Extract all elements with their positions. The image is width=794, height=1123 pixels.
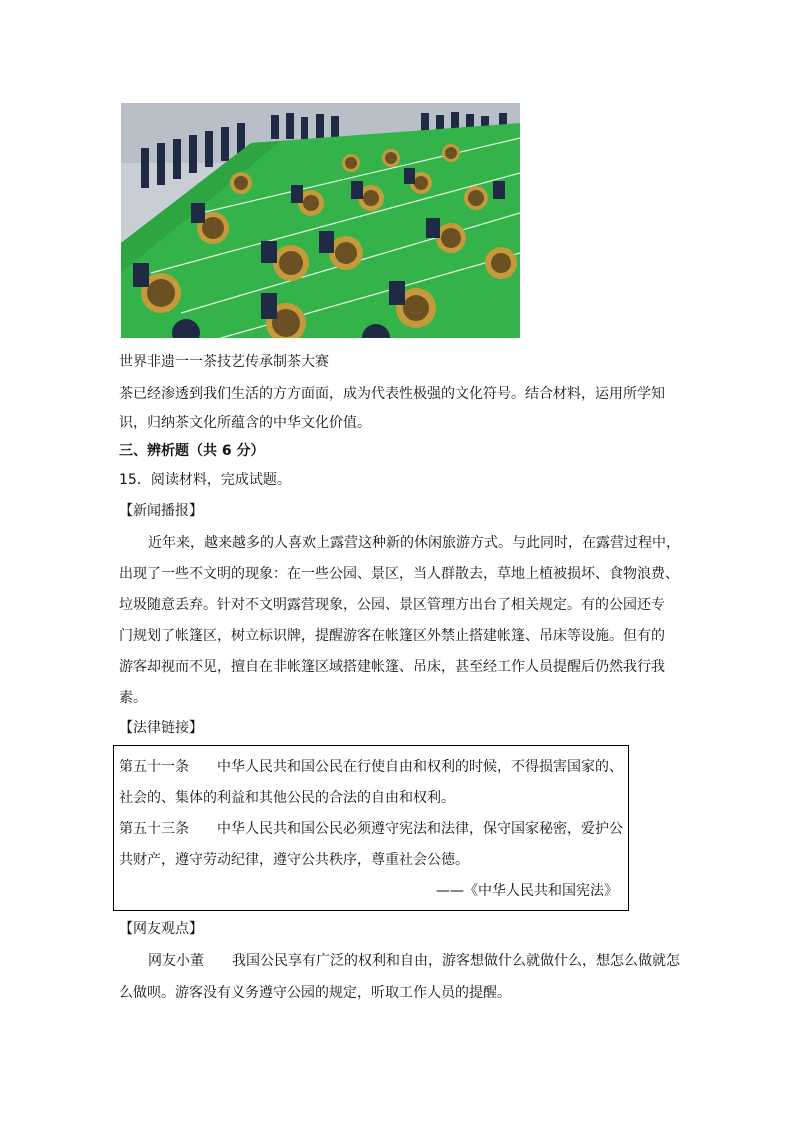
news-line: 近年来，越来越多的人喜欢上露营这种新的休闲旅游方式。与此同时，在露营过程中， [148,535,680,551]
news-line: 游客却视而不见，擅自在非帐篷区域搭建帐篷、吊床，甚至经工作人员提醒后仍然我行我 [119,659,665,675]
law-line: 社会的、集体的利益和其他公民的合法的自由和权利。 [119,790,455,806]
law-line: 第五十三条 中华人民共和国公民必须遵守宪法和法律，保守国家秘密，爱护公 [119,821,623,837]
news-line: 出现了一些不文明的现象：在一些公园、景区，当人群散去，草地上植被损坏、食物浪费、 [119,566,679,582]
tea-making-competition-photo [121,103,520,338]
section-title: 三、辨析题（共 6 分） [119,443,265,459]
law-line: 第五十一条 中华人民共和国公民在行使自由和权利的时候，不得损害国家的、 [119,759,623,775]
news-heading: 【新闻播报】 [119,503,203,519]
competition-photo [121,103,520,338]
law-line: 共财产，遵守劳动纪律，遵守公共秩序，尊重社会公德。 [119,852,469,868]
law-source: ——《中华人民共和国宪法》 [436,883,618,899]
question-line: 识，归纳茶文化所蕴含的中华文化价值。 [119,415,371,431]
photo-caption: 世界非遗一一茶技艺传承制茶大赛 [119,354,329,370]
question-line: 茶已经渗透到我们生活的方方面面，成为代表性极强的文化符号。结合材料，运用所学知 [119,386,665,402]
law-box [113,745,629,911]
question-number: 15．阅读材料，完成试题。 [119,472,291,488]
opinion-line: 么做呗。游客没有义务遵守公园的规定，听取工作人员的提醒。 [119,985,511,1001]
opinion-line: 网友小董 我国公民享有广泛的权利和自由，游客想做什么就做什么，想怎么做就怎 [148,953,680,969]
law-heading: 【法律链接】 [119,720,203,736]
news-line: 垃圾随意丢弃。针对不文明露营现象，公园、景区管理方出台了相关规定。有的公园还专 [119,597,665,613]
news-line: 素。 [119,690,147,706]
news-line: 门规划了帐篷区，树立标识牌，提醒游客在帐篷区外禁止搭建帐篷、吊床等设施。但有的 [119,628,665,644]
opinion-heading: 【网友观点】 [119,921,203,937]
